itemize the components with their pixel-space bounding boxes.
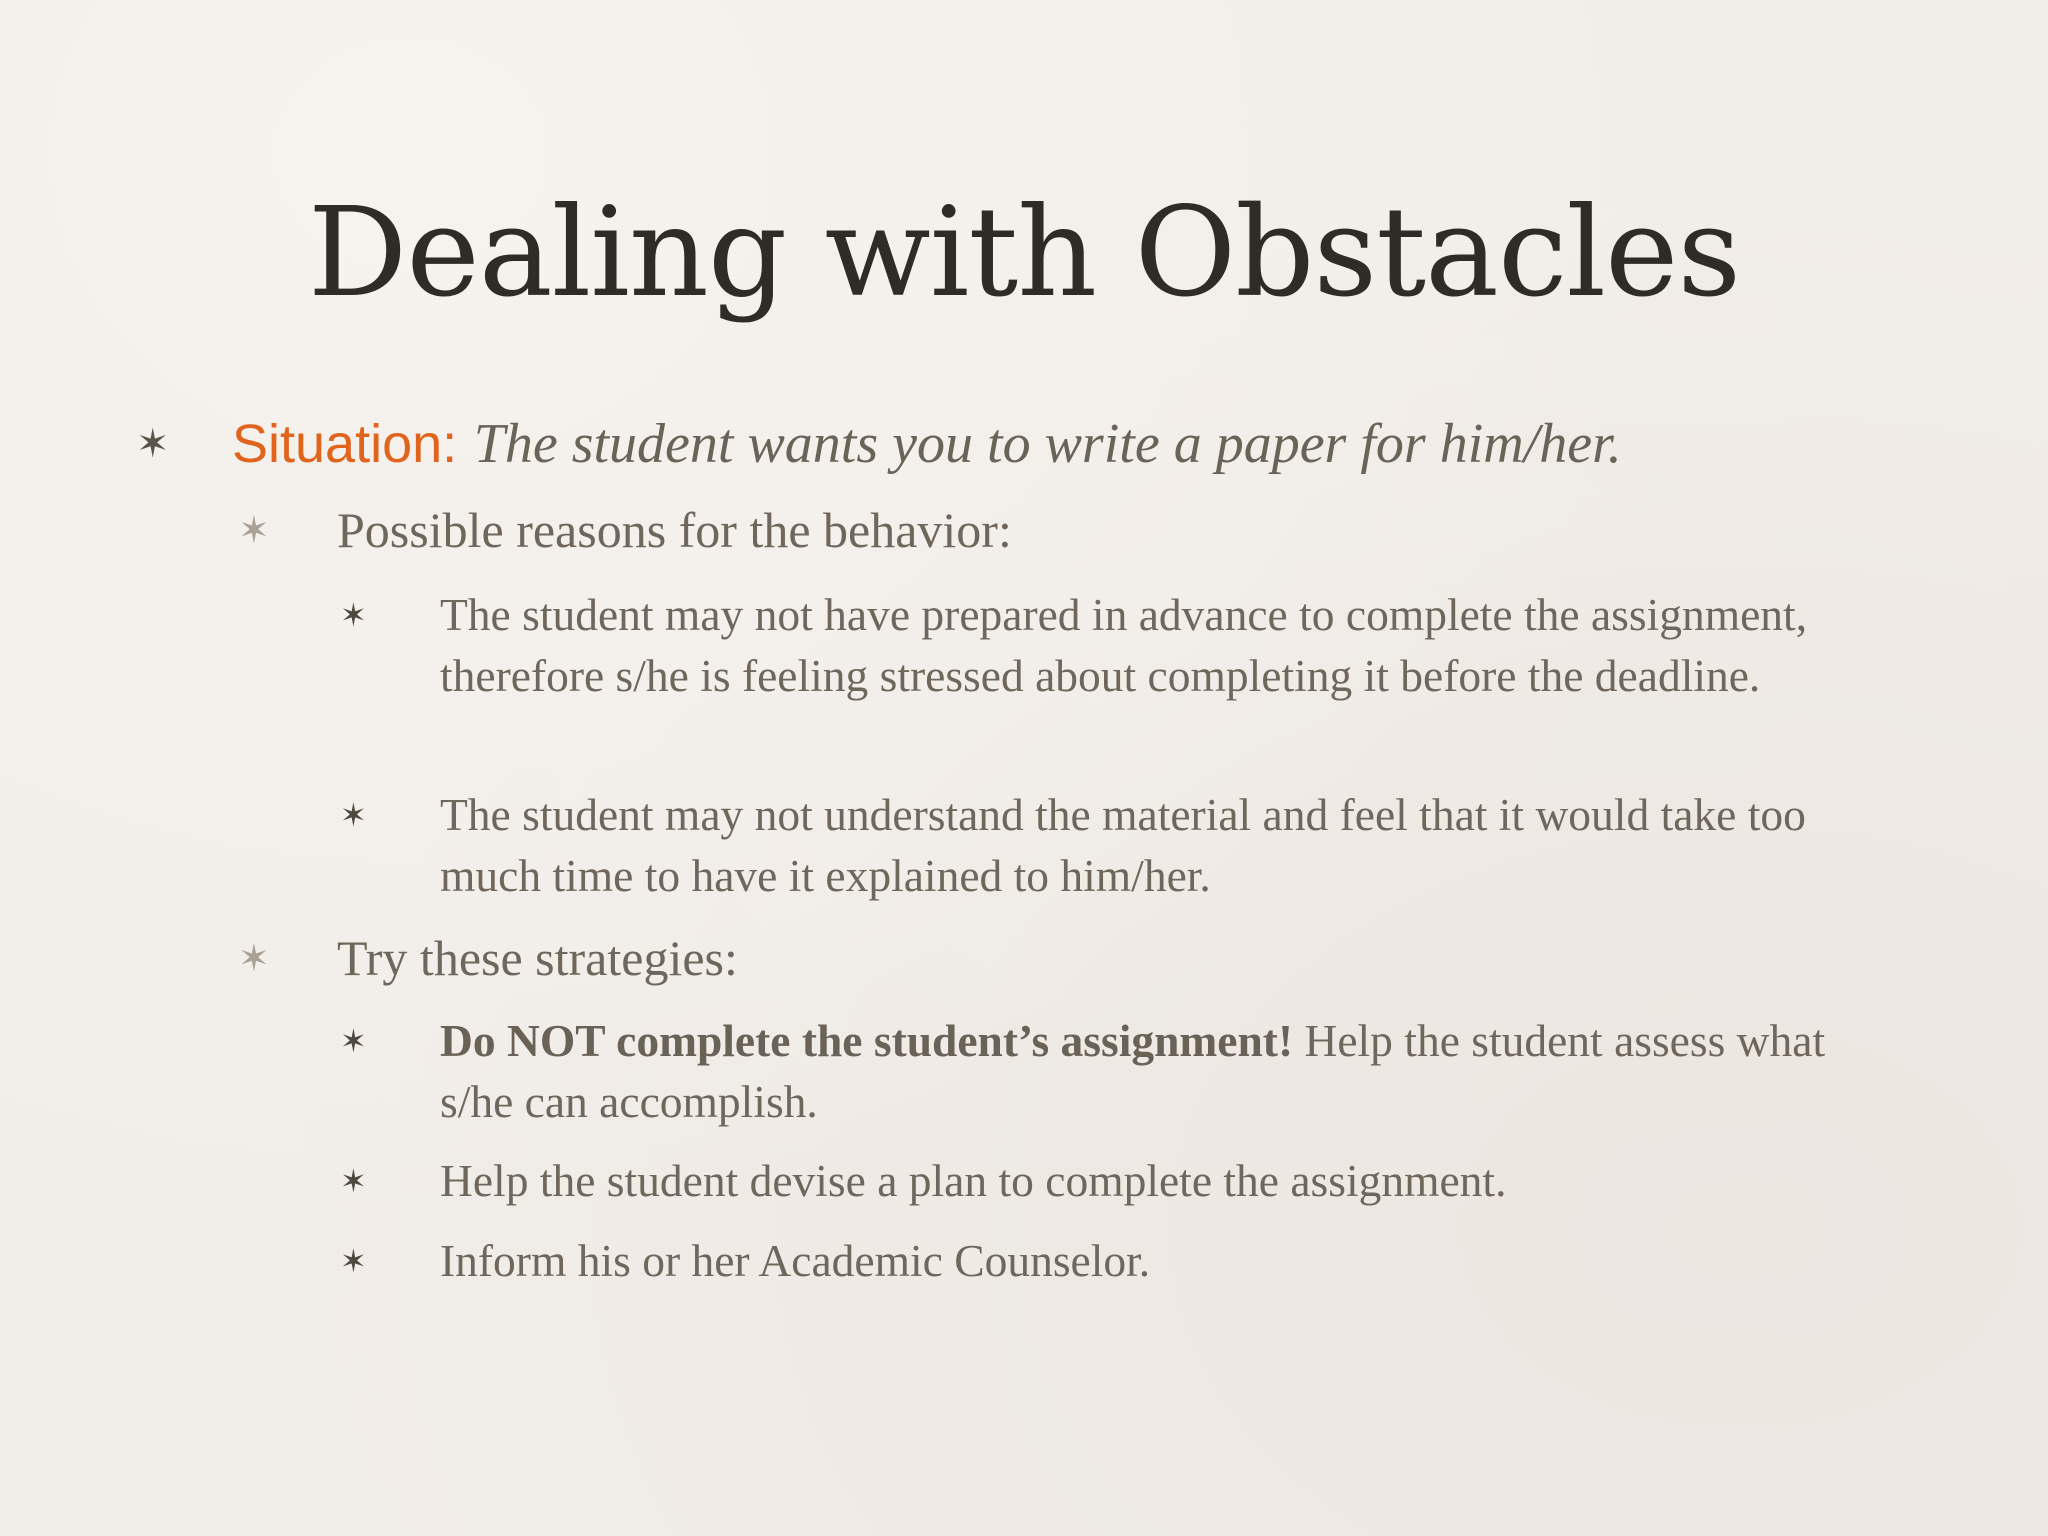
strategy-text: [440, 1010, 1880, 1132]
strategy-text: Inform his or her Academic Counselor.: [440, 1235, 1151, 1286]
star-bullet-icon: ✶: [340, 796, 367, 834]
star-bullet-icon: ✶: [340, 1242, 367, 1280]
slide-title: Dealing with Obstacles: [307, 181, 1741, 325]
strategy-text: Help the student devise a plan to complete the assignment.: [440, 1155, 1507, 1206]
situation-line: [232, 414, 2012, 475]
strategy-rest: Help the student assess what s/he can accomplish.: [440, 1015, 1826, 1127]
reason-text: The student may not have prepared in advance to complete the assignment, therefore s/he is feeling stressed about completing it before the deadline.: [440, 589, 1808, 701]
star-bullet-icon: ✶: [136, 421, 170, 467]
star-bullet-icon: ✶: [238, 936, 270, 980]
strategy-emphasis: Do NOT complete the student’s assignment!: [440, 1015, 1294, 1066]
situation-label: Situation:: [232, 414, 458, 474]
situation-text: The student wants you to write a paper for him/her.: [473, 413, 1622, 475]
reasons-heading: Possible reasons for the behavior:: [337, 502, 1012, 558]
star-bullet-icon: ✶: [340, 596, 367, 634]
star-bullet-icon: ✶: [238, 508, 270, 552]
strategies-heading: Try these strategies:: [337, 930, 738, 986]
star-bullet-icon: ✶: [340, 1022, 367, 1060]
reason-text: The student may not understand the material and feel that it would take too much time to have it explained to him/her.: [440, 789, 1806, 901]
star-bullet-icon: ✶: [340, 1162, 367, 1200]
